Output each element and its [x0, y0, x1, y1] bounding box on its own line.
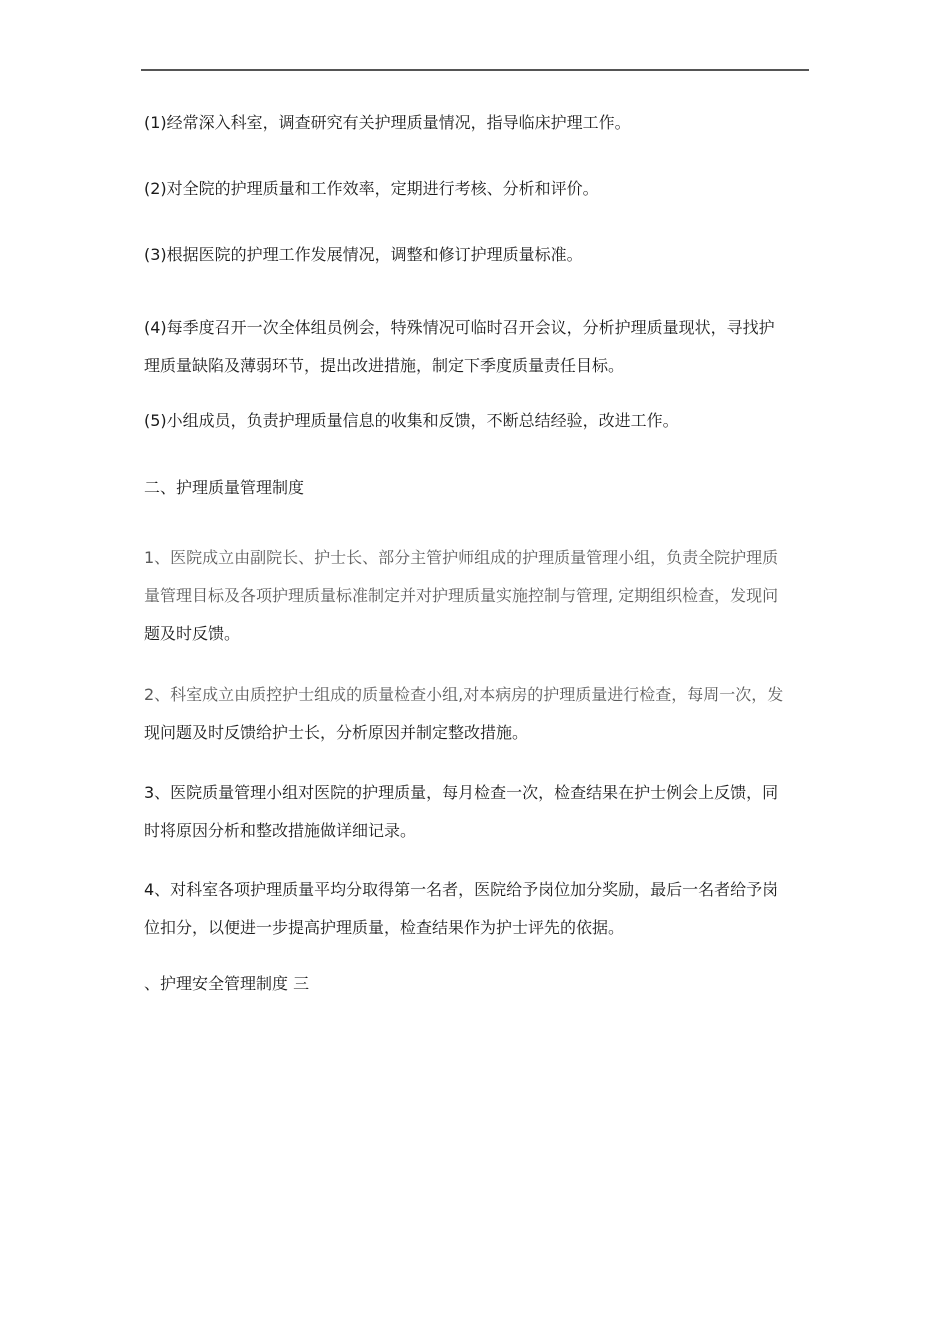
rule-4-line-1: 4、对科室各项护理质量平均分取得第一名者，医院给予岗位加分奖励，最后一名者给予岗 — [144, 880, 779, 899]
section-3-title: 、护理安全管理制度 三 — [144, 974, 310, 993]
item-3-line-1: (3)根据医院的护理工作发展情况，调整和修订护理质量标准。 — [144, 245, 583, 264]
rule-1-line-1: 1、医院成立由副院长、护士长、部分主管护师组成的护理质量管理小组，负责全院护理质 — [144, 548, 779, 567]
rule-2 — [144, 676, 814, 752]
rule-2-line-2: 现问题及时反馈给护士长，分析原因并制定整改措施。 — [144, 723, 529, 742]
section-2-title: 二、护理质量管理制度 — [144, 478, 305, 497]
item-4-line-2: 理质量缺陷及薄弱环节，提出改进措施，制定下季度质量责任目标。 — [144, 356, 625, 375]
rule-1-line-3: 题及时反馈。 — [144, 624, 241, 643]
header-rule — [141, 69, 809, 71]
item-5-line-1: (5)小组成员，负责护理质量信息的收集和反馈，不断总结经验，改进工作。 — [144, 411, 679, 430]
item-2-line-1: (2)对全院的护理质量和工作效率，定期进行考核、分析和评价。 — [144, 179, 599, 198]
rule-2-line-1: 2、科室成立由质控护士组成的质量检查小组,对本病房的护理质量进行检查，每周一次，发 — [144, 685, 784, 704]
item-5 — [144, 402, 814, 440]
rule-3 — [144, 774, 814, 850]
item-3 — [144, 236, 814, 274]
rule-4 — [144, 871, 814, 947]
item-4-line-1: (4)每季度召开一次全体组员例会，特殊情况可临时召开会议，分析护理质量现状，寻找护 — [144, 318, 775, 337]
item-1 — [144, 104, 814, 142]
item-4 — [144, 309, 814, 385]
item-2 — [144, 170, 814, 208]
section-3-heading — [144, 965, 814, 1003]
item-1-line-1: (1)经常深入科室，调查研究有关护理质量情况，指导临床护理工作。 — [144, 113, 631, 132]
rule-1 — [144, 539, 814, 653]
rule-3-line-1: 3、医院质量管理小组对医院的护理质量，每月检查一次，检查结果在护士例会上反馈，同 — [144, 783, 779, 802]
rule-1-line-2: 量管理目标及各项护理质量标准制定并对护理质量实施控制与管理, 定期组织检查，发现问 — [144, 586, 779, 605]
section-2-heading — [144, 469, 814, 507]
rule-3-line-2: 时将原因分析和整改措施做详细记录。 — [144, 821, 417, 840]
rule-4-line-2: 位扣分，以便进一步提高护理质量，检查结果作为护士评先的依据。 — [144, 918, 625, 937]
